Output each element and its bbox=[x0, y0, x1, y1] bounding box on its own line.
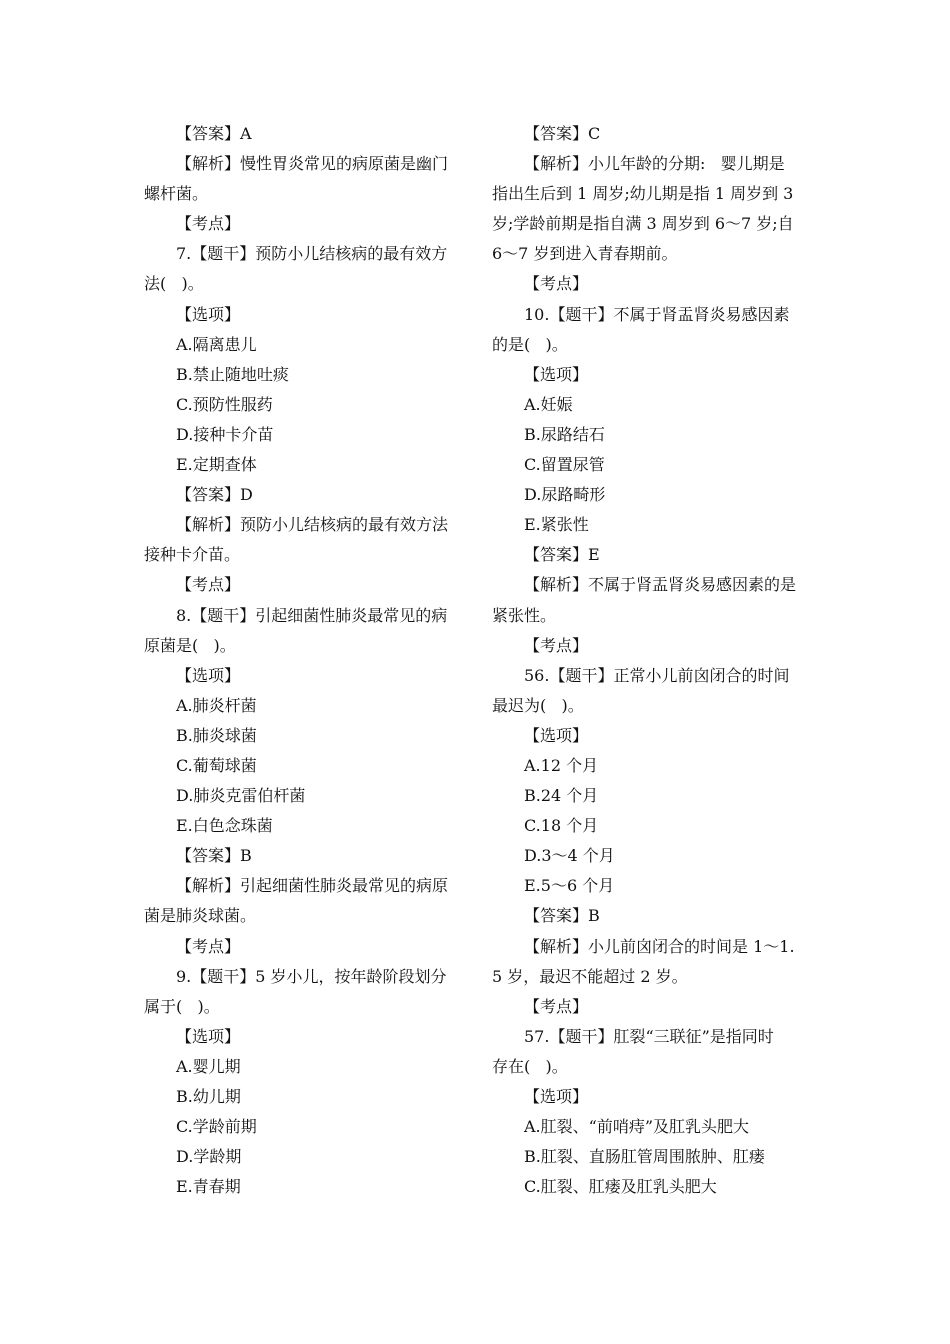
text-line: 【考点】 bbox=[524, 635, 589, 655]
text-line: A.12 个月 bbox=[524, 755, 599, 775]
text-line: D.接种卡介苗 bbox=[176, 424, 274, 444]
right-column bbox=[492, 119, 812, 1202]
text-line: D.肺炎克雷伯杆菌 bbox=[176, 786, 306, 806]
text-line: 指出生后到 1 周岁;幼儿期是指 1 周岁到 3 bbox=[492, 184, 794, 204]
text-line: 的是( )。 bbox=[492, 334, 568, 354]
text-line: 7.【题干】预防小儿结核病的最有效方 bbox=[176, 244, 448, 264]
text-line: 【考点】 bbox=[524, 996, 589, 1016]
text-line: B.禁止随地吐痰 bbox=[176, 364, 289, 384]
text-line: A.婴儿期 bbox=[176, 1056, 241, 1076]
text-line: A.肺炎杆菌 bbox=[176, 695, 257, 715]
text-line: 【解析】预防小儿结核病的最有效方法 bbox=[176, 515, 449, 535]
text-line: 【答案】E bbox=[524, 545, 600, 565]
text-line: B.幼儿期 bbox=[176, 1087, 241, 1106]
text-line: A.妊娠 bbox=[524, 394, 573, 414]
text-line: 原菌是( )。 bbox=[144, 635, 236, 655]
text-line: 法( )。 bbox=[144, 274, 204, 294]
text-line: C.葡萄球菌 bbox=[176, 755, 257, 775]
text-line: 【解析】小儿年龄的分期: 婴儿期是 bbox=[524, 154, 785, 174]
text-line: 岁;学龄前期是指自满 3 周岁到 6～7 岁;自 bbox=[492, 214, 794, 234]
text-line: E.白色念珠菌 bbox=[176, 816, 273, 836]
text-line: 存在( )。 bbox=[492, 1056, 568, 1076]
text-line: D.尿路畸形 bbox=[524, 485, 606, 505]
text-line: 紧张性。 bbox=[492, 605, 557, 625]
text-line: E.青春期 bbox=[176, 1177, 241, 1197]
text-line: 【选项】 bbox=[176, 1026, 241, 1046]
text-line: 【选项】 bbox=[524, 725, 589, 745]
text-line: 最迟为( )。 bbox=[492, 695, 584, 715]
text-line: 57.【题干】肛裂“三联征”是指同时 bbox=[524, 1026, 774, 1046]
text-line: C.肛裂、肛瘘及肛乳头肥大 bbox=[524, 1177, 717, 1197]
text-line: 【考点】 bbox=[524, 274, 589, 294]
text-line: 【答案】B bbox=[176, 846, 252, 866]
text-line: 【选项】 bbox=[524, 1087, 589, 1106]
text-line: 56.【题干】正常小儿前囟闭合的时间 bbox=[524, 665, 790, 685]
text-line: D.学龄期 bbox=[176, 1147, 242, 1167]
text-line: 【答案】C bbox=[524, 124, 601, 143]
text-line: E.定期查体 bbox=[176, 455, 257, 475]
text-line: 【解析】引起细菌性肺炎最常见的病原 bbox=[176, 876, 449, 896]
text-line: 【考点】 bbox=[176, 214, 241, 234]
text-line: B.尿路结石 bbox=[524, 424, 605, 444]
text-line: D.3～4 个月 bbox=[524, 846, 615, 866]
text-line: 【解析】慢性胃炎常见的病原菌是幽门 bbox=[176, 154, 449, 174]
text-line: 【解析】不属于肾盂肾炎易感因素的是 bbox=[524, 575, 797, 595]
text-line: B.24 个月 bbox=[524, 786, 599, 806]
text-line: 8.【题干】引起细菌性肺炎最常见的病 bbox=[176, 605, 448, 625]
text-line: 【考点】 bbox=[176, 575, 241, 595]
text-line: 接种卡介苗。 bbox=[144, 545, 241, 565]
text-line: E.紧张性 bbox=[524, 515, 589, 535]
text-line: 【答案】B bbox=[524, 906, 600, 926]
text-line: C.18 个月 bbox=[524, 816, 599, 836]
text-line: 10.【题干】不属于肾盂肾炎易感因素 bbox=[524, 304, 790, 324]
text-line: 【解析】小儿前囟闭合的时间是 1～1. bbox=[524, 936, 795, 956]
text-line: 菌是肺炎球菌。 bbox=[144, 906, 257, 926]
text-line: 【考点】 bbox=[176, 936, 241, 956]
text-line: 【选项】 bbox=[524, 364, 589, 384]
text-line: 【选项】 bbox=[176, 665, 241, 685]
text-line: B.肛裂、直肠肛管周围脓肿、肛瘘 bbox=[524, 1147, 765, 1167]
text-line: B.肺炎球菌 bbox=[176, 725, 257, 745]
text-line: C.留置尿管 bbox=[524, 455, 605, 475]
text-line: 【选项】 bbox=[176, 304, 241, 324]
text-line: 9.【题干】5 岁小儿，按年龄阶段划分 bbox=[176, 966, 447, 986]
text-line: 螺杆菌。 bbox=[144, 184, 209, 204]
text-line: E.5～6 个月 bbox=[524, 876, 615, 896]
text-line: A.肛裂、“前哨痔”及肛乳头肥大 bbox=[524, 1117, 750, 1137]
text-line: 【答案】D bbox=[176, 485, 253, 505]
text-line: 【答案】A bbox=[176, 124, 252, 143]
text-line: 6～7 岁到进入青春期前。 bbox=[492, 244, 678, 264]
left-column bbox=[144, 119, 464, 1202]
text-line: 5 岁，最迟不能超过 2 岁。 bbox=[492, 966, 688, 986]
text-line: 属于( )。 bbox=[144, 996, 220, 1016]
text-line: A.隔离患儿 bbox=[176, 334, 257, 354]
text-line: C.学龄前期 bbox=[176, 1117, 257, 1137]
text-line: C.预防性服药 bbox=[176, 394, 273, 414]
